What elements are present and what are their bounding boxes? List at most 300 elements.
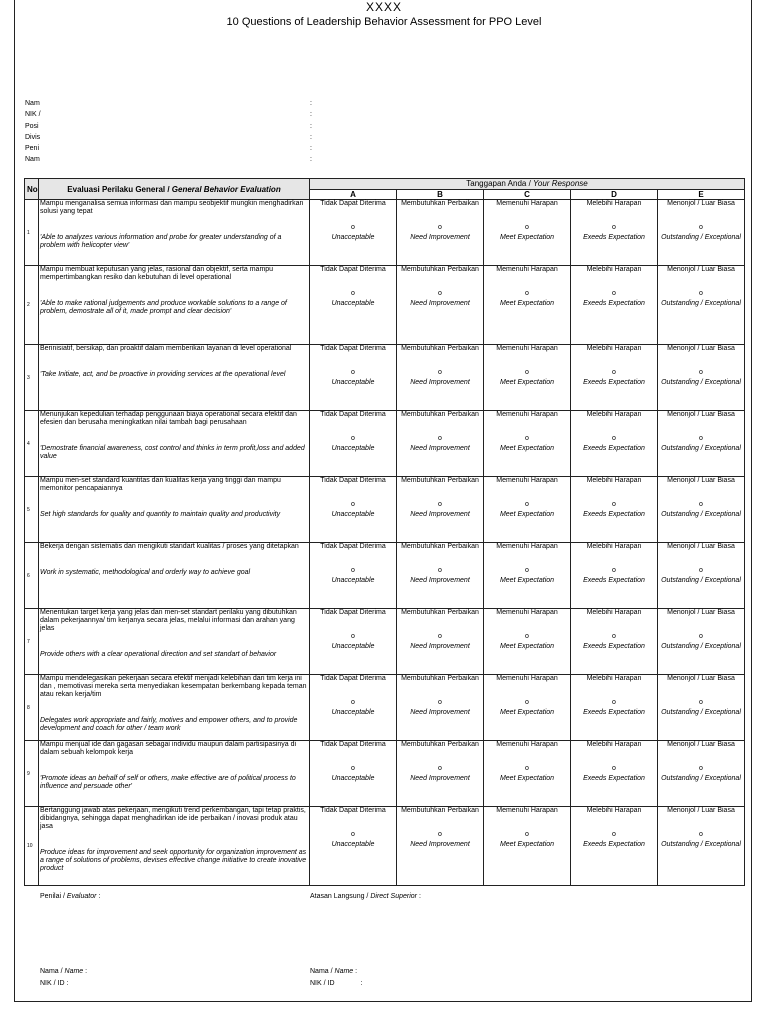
response-option-label-en: Unacceptable [331,234,375,241]
response-cell[interactable] [658,741,745,807]
response-cell[interactable] [310,675,397,741]
evaluator-name-label [40,968,87,975]
response-radio-icon[interactable]: o [438,501,442,508]
response-cell[interactable] [484,807,571,886]
employee-info [25,98,320,166]
response-cell[interactable] [397,200,484,266]
response-cell[interactable] [397,543,484,609]
response-cell[interactable] [658,675,745,741]
name-label-en: Name [64,968,84,975]
table-row [25,477,745,543]
response-option-label: Membutuhkan Perbaikan [401,741,479,748]
response-cell[interactable] [484,411,571,477]
column-header-e: E [658,190,745,200]
criterion-text-en: Produce ideas for improvement and seek opportunity for organization improvement as a range of solutions of problems, devises effective change initiative to create inovative product [40,849,307,872]
criterion-text-en: 'Able to analyzes various information and probe for greater understanding of a problem with helicopter view' [40,234,282,249]
response-option-label-en: Unacceptable [331,577,375,584]
superior-label-en: Direct Superior [370,893,418,900]
name-label-en: Name [334,968,354,975]
info-row [25,98,320,109]
response-option-label: Membutuhkan Perbaikan [401,200,479,207]
response-cell[interactable] [571,675,658,741]
response-radio-icon[interactable]: o [699,501,703,508]
info-label: Nam [25,156,40,164]
response-radio-icon[interactable]: o [525,765,529,772]
response-cell[interactable] [397,741,484,807]
response-cell[interactable] [658,266,745,345]
response-radio-icon[interactable]: o [438,567,442,574]
response-option-label-en: Unacceptable [331,511,375,518]
response-radio-icon[interactable]: o [699,633,703,640]
response-option-label-en: Meet Expectation [499,379,555,386]
response-radio-icon[interactable]: o [612,369,616,376]
criterion-cell [39,807,310,886]
table-row [25,807,745,886]
column-header-response-id: Tanggapan Anda / [466,179,534,188]
response-option-label-en: Exeeds Expectation [583,511,645,518]
document-title: 10 Questions of Leadership Behavior Assessment for PPO Level [226,16,542,28]
criterion-cell [39,345,310,411]
column-header-response [310,179,745,190]
response-option-label-en: Unacceptable [331,841,375,848]
response-cell[interactable] [484,609,571,675]
response-option-label: Membutuhkan Perbaikan [401,477,479,484]
response-cell[interactable] [484,477,571,543]
response-option-label-en: Unacceptable [331,709,375,716]
response-option-label: Membutuhkan Perbaikan [401,345,479,352]
response-option-label: Tidak Dapat Diterima [320,807,386,814]
response-cell[interactable] [658,807,745,886]
info-colon: : [310,100,312,107]
response-option-label-en: Meet Expectation [499,775,555,782]
response-cell[interactable] [310,543,397,609]
criterion-text-id: Mampu menganalisa semua informasi dan mampu seobjektif mungkin menghadirkan solusi yang tepat [40,200,304,215]
response-radio-icon[interactable]: o [699,765,703,772]
info-label: Divis [25,133,41,141]
response-option-label: Membutuhkan Perbaikan [401,543,479,550]
response-option-label-en: Meet Expectation [499,445,555,452]
row-number: 6 [25,543,39,609]
response-option-label: Memenuhi Harapan [496,200,558,207]
response-option-label-en: Outstanding / Exceptional [661,841,741,848]
criterion-cell [39,411,310,477]
response-radio-icon[interactable]: o [525,501,529,508]
response-radio-icon[interactable]: o [699,369,703,376]
response-radio-icon[interactable]: o [438,699,442,706]
response-cell[interactable] [571,543,658,609]
response-option-label-en: Meet Expectation [499,709,555,716]
column-header-evaluation [39,179,310,200]
response-option-label: Memenuhi Harapan [496,741,558,748]
response-option-label-en: Outstanding / Exceptional [661,511,741,518]
response-cell[interactable] [310,741,397,807]
response-radio-icon[interactable]: o [351,290,355,297]
row-number: 9 [25,741,39,807]
response-option-label-en: Exeeds Expectation [583,445,645,452]
response-option-label-en: Unacceptable [331,643,375,650]
info-label: NIK / [25,111,41,119]
response-cell[interactable] [310,477,397,543]
criterion-cell [39,741,310,807]
column-header-d: D [571,190,658,200]
response-radio-icon[interactable]: o [438,435,442,442]
criterion-text-en: Delegates work appropriate and fairly, motives and empower others, and to provide development and coach for other / team work [40,717,298,732]
response-radio-icon[interactable]: o [525,831,529,838]
response-option-label-en: Outstanding / Exceptional [661,300,741,307]
row-number: 5 [25,477,39,543]
response-cell[interactable] [484,200,571,266]
response-cell[interactable] [571,345,658,411]
response-cell[interactable] [397,807,484,886]
criterion-text-id: Berinisiatif, bersikap, dan proaktif dalam memberikan layanan di level operational [40,345,292,352]
info-colon: : [310,111,312,119]
superior-name-label [310,968,357,975]
response-radio-icon[interactable]: o [351,567,355,574]
response-option-label-en: Need Improvement [410,643,470,650]
criterion-text-en: Set high standards for quality and quantity to maintain quality and productivity [40,511,281,518]
response-cell[interactable] [310,345,397,411]
response-cell[interactable] [571,609,658,675]
response-radio-icon[interactable]: o [525,633,529,640]
evaluator-colon: : [96,893,101,900]
response-radio-icon[interactable]: o [351,831,355,838]
response-cell[interactable] [571,266,658,345]
column-header-b: B [397,190,484,200]
table-row [25,543,745,609]
response-option-label: Melebihi Harapan [586,543,642,550]
criterion-text-en: 'Able to make rational judgements and produce workable solutions to a range of problem, demostrate all of it, made prompt and clear decision' [40,300,287,315]
response-option-label: Memenuhi Harapan [496,411,558,418]
response-cell[interactable] [658,200,745,266]
evaluator-label-id: Penilai / [40,893,67,900]
response-radio-icon[interactable]: o [612,699,616,706]
response-radio-icon[interactable]: o [525,567,529,574]
response-option-label-en: Exeeds Expectation [583,234,645,241]
criterion-cell [39,609,310,675]
response-cell[interactable] [310,200,397,266]
response-cell[interactable] [484,266,571,345]
response-radio-icon[interactable]: o [438,369,442,376]
column-header-evaluation-en: General Behavior Evaluation [171,184,281,194]
response-option-label: Melebihi Harapan [586,345,642,352]
response-cell[interactable] [571,411,658,477]
response-option-label: Membutuhkan Perbaikan [401,266,479,273]
response-cell[interactable] [397,675,484,741]
name-label-id: Nama / [310,968,335,975]
response-cell[interactable] [397,266,484,345]
info-row [25,132,320,143]
response-option-label-en: Outstanding / Exceptional [661,775,741,782]
response-option-label: Tidak Dapat Diterima [320,411,386,418]
response-option-label-en: Meet Expectation [499,234,555,241]
response-cell[interactable] [571,807,658,886]
name-colon: : [83,968,88,975]
table-row [25,266,745,345]
criterion-text-id: Bekerja dengan sistematis dan mengikuti standart kualitas / proses yang ditetapkan [40,543,299,550]
info-colon: : [310,133,312,141]
response-option-label-en: Exeeds Expectation [583,709,645,716]
response-option-label: Menonjol / Luar Biasa [667,675,735,682]
info-row [25,154,320,165]
criterion-text-en: 'Promote ideas an behalf of self or others, make effective are of political process to influence and persuade other' [40,775,296,790]
response-radio-icon[interactable]: o [699,699,703,706]
response-radio-icon[interactable]: o [612,290,616,297]
response-option-label-en: Exeeds Expectation [583,775,645,782]
response-option-label: Tidak Dapat Diterima [320,675,386,682]
info-row [25,143,320,154]
row-number: 1 [25,200,39,266]
response-option-label-en: Exeeds Expectation [583,577,645,584]
response-radio-icon[interactable]: o [525,224,529,231]
response-option-label-en: Exeeds Expectation [583,643,645,650]
row-number: 10 [25,807,39,886]
response-radio-icon[interactable]: o [438,831,442,838]
response-option-label-en: Outstanding / Exceptional [661,445,741,452]
response-option-label-en: Need Improvement [410,577,470,584]
row-number: 8 [25,675,39,741]
response-option-label-en: Need Improvement [410,709,470,716]
response-cell[interactable] [658,477,745,543]
response-radio-icon[interactable]: o [612,435,616,442]
table-row [25,609,745,675]
response-cell[interactable] [484,543,571,609]
nik-colon: : [360,980,363,987]
column-header-c: C [484,190,571,200]
response-radio-icon[interactable]: o [351,369,355,376]
response-option-label: Menonjol / Luar Biasa [667,477,735,484]
superior-colon: : [417,893,421,900]
response-option-label: Memenuhi Harapan [496,609,558,616]
criterion-text-id: Mampu men-set standard kuantitas dan kualitas kerja yang tinggi dan mampu memonitor pencapaiannya [40,477,281,492]
row-number: 7 [25,609,39,675]
response-option-label: Tidak Dapat Diterima [320,200,386,207]
response-option-label: Tidak Dapat Diterima [320,609,386,616]
response-option-label: Memenuhi Harapan [496,266,558,273]
response-cell[interactable] [484,345,571,411]
response-cell[interactable] [397,477,484,543]
response-option-label-en: Unacceptable [331,379,375,386]
response-option-label: Memenuhi Harapan [496,477,558,484]
response-radio-icon[interactable]: o [438,290,442,297]
response-option-label: Membutuhkan Perbaikan [401,675,479,682]
info-colon: : [310,145,312,153]
response-radio-icon[interactable]: o [699,567,703,574]
response-option-label: Melebihi Harapan [586,411,642,418]
response-radio-icon[interactable]: o [438,765,442,772]
response-option-label-en: Unacceptable [331,445,375,452]
superior-nik-label [310,980,362,987]
response-radio-icon[interactable]: o [699,831,703,838]
response-option-label: Tidak Dapat Diterima [320,345,386,352]
table-row [25,345,745,411]
response-cell[interactable] [658,543,745,609]
response-cell[interactable] [571,741,658,807]
response-radio-icon[interactable]: o [525,699,529,706]
row-number: 2 [25,266,39,345]
response-option-label-en: Meet Expectation [499,300,555,307]
criterion-text-en: Provide others with a clear operational direction and set standart of behavior [40,651,277,658]
response-option-label-en: Outstanding / Exceptional [661,709,741,716]
response-option-label: Memenuhi Harapan [496,807,558,814]
criterion-text-en: 'Take Initiate, act, and be proactive in providing services at the operational level [40,371,286,378]
table-row [25,675,745,741]
name-colon: : [353,968,358,975]
response-cell[interactable] [310,411,397,477]
response-option-label-en: Need Improvement [410,445,470,452]
criterion-cell [39,266,310,345]
response-option-label-en: Need Improvement [410,379,470,386]
info-colon: : [310,156,312,164]
response-option-label: Menonjol / Luar Biasa [667,345,735,352]
response-option-label: Menonjol / Luar Biasa [667,807,735,814]
info-label: Peni [25,145,40,153]
table-row [25,741,745,807]
criterion-text-id: Menentukan target kerja yang jelas dan men-set standart perilaku yang dibutuhkan dalam pekerjaannya/ tim kerjanya secara jelas, melalui informasi dan arahan yang jelas [40,609,297,632]
response-radio-icon[interactable]: o [612,633,616,640]
response-option-label-en: Exeeds Expectation [583,379,645,386]
response-cell[interactable] [484,741,571,807]
table-row [25,200,745,266]
criterion-text-en: 'Demostrate financial awareness, cost control and thinks in term profit,loss and added value [40,445,305,460]
response-radio-icon[interactable]: o [438,224,442,231]
superior-label-id: Atasan Langsung / [310,893,371,900]
response-option-label-en: Exeeds Expectation [583,300,645,307]
column-header-response-en: Your Response [533,179,588,188]
row-number: 4 [25,411,39,477]
response-cell[interactable] [658,345,745,411]
response-option-label-en: Unacceptable [331,775,375,782]
evaluator-nik-label [40,980,68,987]
response-radio-icon[interactable]: o [699,435,703,442]
response-option-label: Melebihi Harapan [586,609,642,616]
response-option-label-en: Outstanding / Exceptional [661,577,741,584]
response-option-label: Menonjol / Luar Biasa [667,543,735,550]
response-option-label: Menonjol / Luar Biasa [667,741,735,748]
criterion-text-id: Mampu mendelegasikan pekerjaan secara efektif menjadi kelebihan dari tim kerja ini dan , memotivasi mereka serta menyediakan kesempatan berkembang kepada teman atau rekan kerja/tim [40,675,307,698]
response-option-label-en: Need Improvement [410,511,470,518]
criterion-cell [39,200,310,266]
response-cell[interactable] [658,411,745,477]
nik-label: NIK / ID [310,980,335,987]
response-radio-icon[interactable]: o [612,765,616,772]
response-option-label-en: Exeeds Expectation [583,841,645,848]
response-option-label: Menonjol / Luar Biasa [667,609,735,616]
response-cell[interactable] [397,609,484,675]
response-radio-icon[interactable]: o [612,501,616,508]
response-option-label: Menonjol / Luar Biasa [667,411,735,418]
row-number: 3 [25,345,39,411]
criterion-cell [39,543,310,609]
criterion-text-id: Menunjukan kepedulian terhadap penggunaan biaya operational secara efektif dan efesien dan berusaha meningkatkan nilai tambah bagi perusahaan [40,411,297,426]
nik-label: NIK / ID [40,980,65,987]
response-radio-icon[interactable]: o [351,633,355,640]
response-radio-icon[interactable]: o [525,435,529,442]
info-label: Nam [25,100,40,107]
response-cell[interactable] [310,807,397,886]
response-option-label: Tidak Dapat Diterima [320,741,386,748]
evaluator-label-en: Evaluator [66,893,97,900]
response-radio-icon[interactable]: o [612,831,616,838]
criterion-cell [39,477,310,543]
assessment-table [24,178,745,886]
evaluator-label [40,893,100,900]
response-option-label-en: Need Improvement [410,234,470,241]
response-option-label-en: Meet Expectation [499,643,555,650]
response-option-label: Membutuhkan Perbaikan [401,411,479,418]
superior-label [310,893,421,900]
response-radio-icon[interactable]: o [525,290,529,297]
column-header-evaluation-id: Evaluasi Perilaku General / [67,184,172,194]
response-option-label: Melebihi Harapan [586,200,642,207]
document-code: XXXX [365,0,402,14]
response-radio-icon[interactable]: o [351,435,355,442]
response-option-label: Memenuhi Harapan [496,675,558,682]
response-radio-icon[interactable]: o [351,501,355,508]
response-cell[interactable] [571,200,658,266]
response-radio-icon[interactable]: o [351,699,355,706]
criterion-text-en: Work in systematic, methodological and orderly way to achieve goal [40,569,251,576]
info-label: Posi [25,122,39,130]
response-option-label: Memenuhi Harapan [496,345,558,352]
response-option-label-en: Outstanding / Exceptional [661,379,741,386]
nik-colon: : [64,980,69,987]
response-option-label: Tidak Dapat Diterima [320,266,386,273]
response-radio-icon[interactable]: o [438,633,442,640]
response-option-label: Membutuhkan Perbaikan [401,609,479,616]
response-option-label: Melebihi Harapan [586,266,642,273]
criterion-cell [39,675,310,741]
response-option-label: Melebihi Harapan [586,741,642,748]
column-header-a: A [310,190,397,200]
info-colon: : [310,122,312,130]
response-cell[interactable] [310,266,397,345]
response-radio-icon[interactable]: o [525,369,529,376]
response-option-label: Memenuhi Harapan [496,543,558,550]
response-option-label-en: Need Improvement [410,300,470,307]
response-radio-icon[interactable]: o [699,290,703,297]
response-cell[interactable] [310,609,397,675]
response-option-label-en: Need Improvement [410,775,470,782]
response-cell[interactable] [658,609,745,675]
response-radio-icon[interactable]: o [351,224,355,231]
response-option-label-en: Outstanding / Exceptional [661,234,741,241]
response-option-label-en: Need Improvement [410,841,470,848]
response-option-label: Melebihi Harapan [586,807,642,814]
response-radio-icon[interactable]: o [699,224,703,231]
response-cell[interactable] [397,411,484,477]
name-label-id: Nama / [40,968,65,975]
assessment-rows [25,200,745,886]
response-option-label-en: Meet Expectation [499,841,555,848]
response-option-label: Menonjol / Luar Biasa [667,266,735,273]
response-cell[interactable] [397,345,484,411]
response-radio-icon[interactable]: o [612,224,616,231]
response-option-label-en: Meet Expectation [499,577,555,584]
info-row [25,121,320,132]
response-option-label: Membutuhkan Perbaikan [401,807,479,814]
response-cell[interactable] [484,675,571,741]
response-radio-icon[interactable]: o [612,567,616,574]
criterion-text-id: Bertanggung jawab atas pekerjaan, mengikuti trend perkembangan, tapi tetap praktis, dibidangnya, sehingga dapat menghadirkan ide ide perbaikan / inovasi produk atau jasa [40,807,306,830]
response-radio-icon[interactable]: o [351,765,355,772]
response-cell[interactable] [571,477,658,543]
response-option-label: Melebihi Harapan [586,477,642,484]
response-option-label: Tidak Dapat Diterima [320,543,386,550]
response-option-label: Melebihi Harapan [586,675,642,682]
column-header-no: No [25,179,39,200]
criterion-text-id: Mampu membuat keputusan yang jelas, rasional dan objektif, serta mampu mempertimbangkan resiko dan kebutuhan di level operational [40,266,274,281]
response-option-label-en: Meet Expectation [499,511,555,518]
